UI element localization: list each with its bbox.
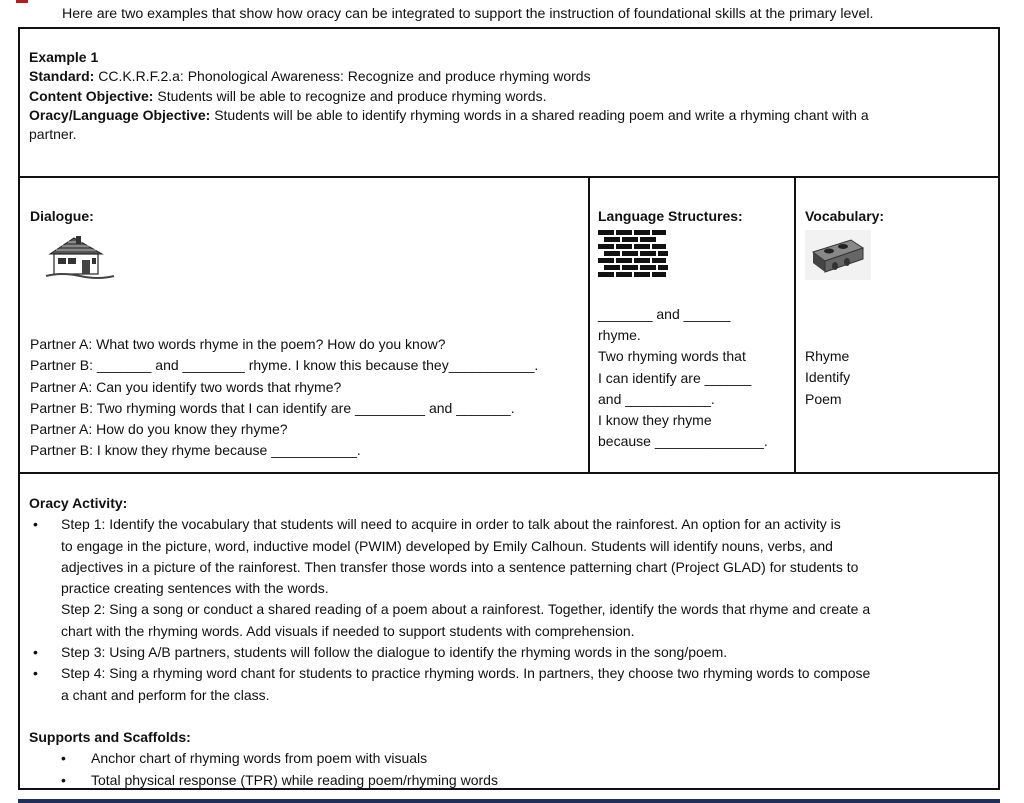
- activity-step-4: • Step 4: Sing a rhyming word chant for students to practice rhyming words. In partners, they choose two rhyming words to compose: [29, 663, 988, 684]
- bullet: •: [33, 644, 38, 661]
- vocabulary-word: Poem: [805, 390, 842, 407]
- footer-bar: [18, 799, 1000, 803]
- vocabulary-word: Identify: [805, 369, 851, 386]
- dialogue-line: Partner B: I know they rhyme because ___________.: [30, 442, 361, 459]
- oracy-objective-text-cont: partner.: [29, 126, 77, 143]
- dialogue-line: Partner A: Can you identify two words that rhyme?: [30, 378, 342, 395]
- bullet: •: [33, 516, 38, 533]
- standard-text: CC.K.R.F.2.a: Phonological Awareness: Recognize and produce rhyming words: [98, 68, 591, 85]
- activity-step-1-cont: to engage in the picture, word, inductive model (PWIM) developed by Emily Calhoun. Students will identify nouns, verbs, and: [61, 537, 833, 554]
- structure-line: because ______________.: [598, 433, 768, 450]
- oracy-objective-text: Students will be able to identify rhyming words in a shared reading poem and write a rhyming chant with a: [214, 106, 869, 123]
- structure-line: rhyme.: [598, 327, 641, 344]
- bullet: •: [61, 771, 66, 788]
- oracy-objective-line: [29, 106, 988, 125]
- activity-step-2: Step 2: Sing a song or conduct a shared reading of a poem about a rainforest. Together, identify the words that rhyme and create a: [61, 601, 871, 618]
- structure-line: I can identify are ______: [598, 369, 752, 386]
- content-objective-text: Students will be able to recognize and produce rhyming words.: [157, 87, 547, 104]
- cinder-block-icon: [805, 230, 871, 280]
- dialogue-line: Partner B: _______ and ________ rhyme. I know this because they___________.: [30, 357, 539, 374]
- activity-step-2-cont: chart with the rhyming words. Add visuals if needed to support students with comprehension.: [61, 622, 635, 639]
- activity-step-4-cont: a chant and perform for the class.: [61, 686, 270, 703]
- supports-heading: Supports and Scaffolds:: [29, 728, 191, 745]
- support-item: • Total physical response (TPR) while reading poem/rhyming words: [29, 770, 988, 791]
- vocabulary-word: Rhyme: [805, 348, 850, 364]
- oracy-objective-label: Oracy/Language Objective:: [29, 106, 211, 123]
- activity-step-1-cont: adjectives in a picture of the rainforest. Then transfer those words into a sentence patterning chart (Project GLAD) for students to: [61, 558, 859, 575]
- dialogue-line: Partner A: What two words rhyme in the poem? How do you know?: [30, 336, 446, 352]
- red-corner-mark: [16, 0, 28, 3]
- example-header-box: [18, 27, 1000, 178]
- language-row: [18, 176, 1000, 474]
- dialogue-column: [20, 178, 590, 472]
- activity-step-1-cont: practice creating sentences with the words.: [61, 580, 329, 597]
- dialogue-heading: Dialogue:: [30, 208, 94, 224]
- example-title: Example 1: [29, 49, 99, 65]
- activity-box: [18, 472, 1000, 790]
- structure-line: _______ and ______: [598, 306, 731, 322]
- standard-line: [29, 67, 988, 86]
- vocabulary-heading: Vocabulary:: [805, 208, 885, 224]
- language-structures-column: [590, 178, 796, 472]
- house-icon: [44, 234, 116, 280]
- content-objective-label: Content Objective:: [29, 87, 154, 104]
- standard-label: Standard:: [29, 68, 95, 85]
- language-structures-heading: Language Structures:: [598, 208, 743, 224]
- dialogue-line: Partner A: How do you know they rhyme?: [30, 421, 288, 438]
- structure-line: I know they rhyme: [598, 412, 712, 429]
- activity-step-1: • Step 1: Identify the vocabulary that students will need to acquire in order to talk about the rainforest. An option for an activity is: [29, 514, 988, 535]
- dialogue-line: Partner B: Two rhyming words that I can identify are _________ and _______.: [30, 399, 515, 416]
- activity-step-3: • Step 3: Using A/B partners, students will follow the dialogue to identify the rhyming words in the song/poem.: [29, 642, 988, 663]
- bullet: •: [33, 665, 38, 682]
- vocabulary-column: [796, 178, 998, 472]
- support-item: • Anchor chart of rhyming words from poem with visuals: [29, 748, 988, 769]
- bullet: •: [61, 750, 66, 767]
- brick-wall-icon: [598, 230, 672, 278]
- oracy-activity-heading: Oracy Activity:: [29, 495, 128, 511]
- structure-line: and ___________.: [598, 390, 715, 407]
- structure-line: Two rhyming words that: [598, 348, 746, 365]
- content-objective-line: [29, 87, 988, 106]
- intro-text: Here are two examples that show how oracy can be integrated to support the instruction of foundational skills at the primary level.: [62, 6, 874, 22]
